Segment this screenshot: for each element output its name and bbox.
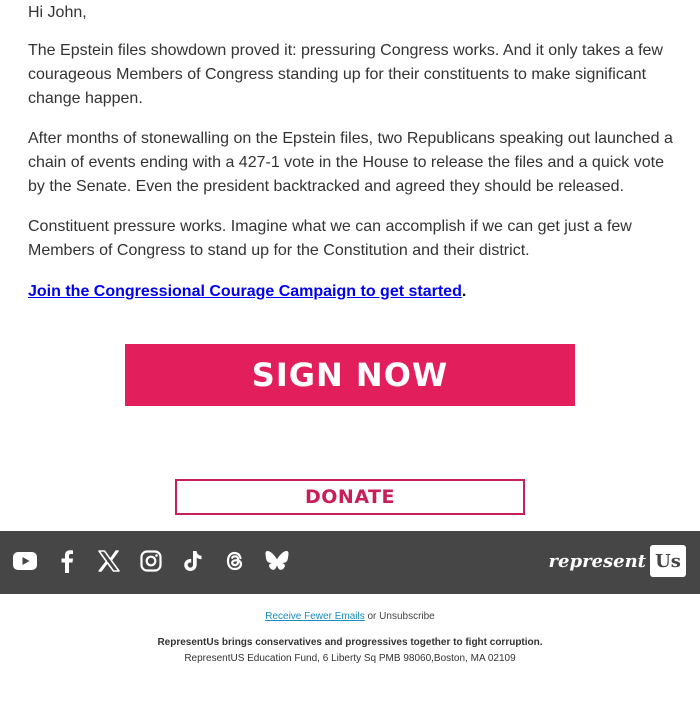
paragraph-1: The Epstein files showdown proved it: pressuring Congress works. And it only takes a few courageous Members of Congress standing up for their constituents to make significant change happen. [28,42,663,107]
x-icon[interactable] [96,548,122,574]
donate-button[interactable] [175,479,525,515]
social-icons [12,548,290,574]
logo-us-text: Us [655,550,681,572]
greeting: Hi John, [28,4,87,21]
logo-word: represent [548,550,646,572]
paragraph-2: After months of stonewalling on the Epstein files, two Republicans speaking out launched a chain of events ending with a 427-1 vote in the House to release the files and a quick vote by the Senate. Even the president backtracked and agreed they should be released. [28,130,673,195]
instagram-icon[interactable] [138,548,164,574]
youtube-icon[interactable] [12,548,38,574]
email-preferences-line [0,611,700,622]
facebook-icon[interactable] [54,548,80,574]
bluesky-icon[interactable] [264,548,290,574]
cta-line [28,280,466,304]
paragraph-3: Constituent pressure works. Imagine what we can accomplish if we can get just a few Members of Congress to stand up for the Constitution and their district. [28,218,632,259]
footer-tagline: RepresentUs brings conservatives and progressives together to fight corruption. [157,637,543,648]
campaign-link[interactable]: Join the Congressional Courage Campaign to get started [28,283,462,300]
threads-icon[interactable] [222,548,248,574]
cta-period: . [461,283,467,300]
tiktok-icon[interactable] [180,548,206,574]
footer-address: RepresentUS Education Fund, 6 Liberty Sq PMB 98060,Boston, MA 02109 [184,653,516,664]
sign-now-button[interactable] [125,344,575,406]
unsubscribe-text[interactable]: or Unsubscribe [364,611,435,622]
donate-label: DONATE [305,486,395,508]
representus-logo[interactable] [549,545,686,577]
sign-now-label: SIGN NOW [251,356,449,394]
logo-us-box [650,545,686,577]
receive-fewer-emails-link[interactable]: Receive Fewer Emails [265,611,365,622]
social-bar [0,531,700,594]
